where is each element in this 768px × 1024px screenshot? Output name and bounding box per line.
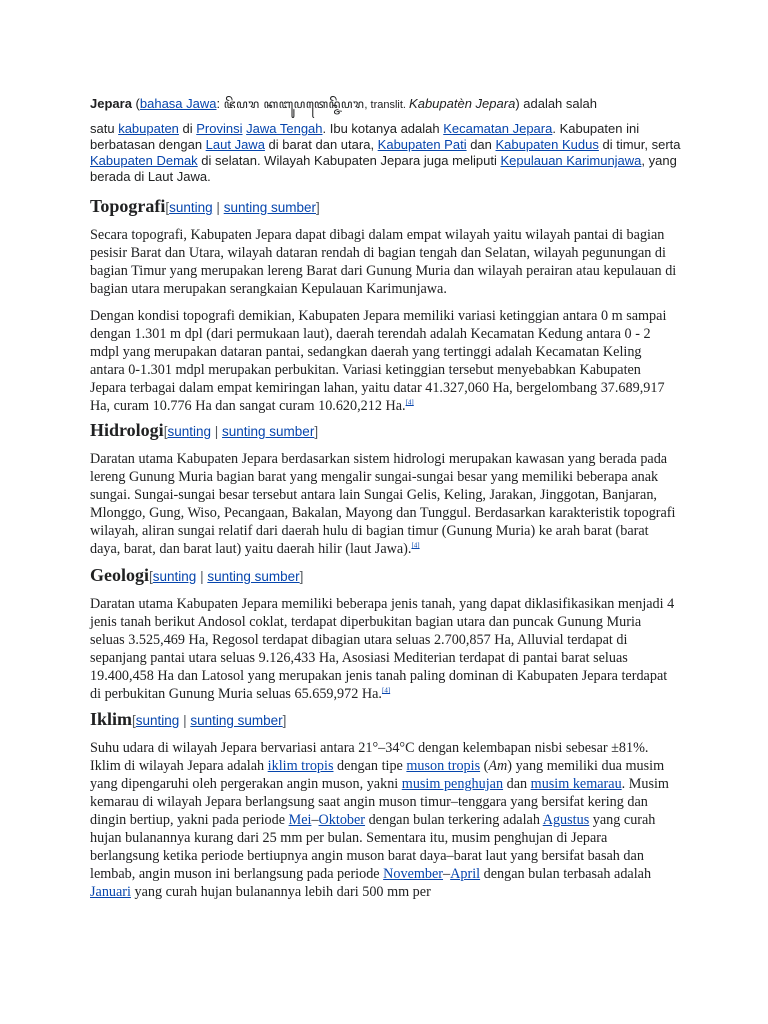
paragraph-text: dengan tipe <box>333 758 407 774</box>
section-topografi <box>90 194 678 415</box>
separator: | <box>211 424 223 439</box>
lead-text: di barat dan utara, <box>264 137 378 152</box>
link-musim-kemarau[interactable]: musim kemarau <box>530 776 622 792</box>
bracket: [ <box>132 713 136 728</box>
heading-geologi <box>90 563 678 589</box>
paragraph-text: Daratan utama Kabupaten Jepara memiliki beberapa jenis tanah, yang dapat diklasifikasikan menjadi 4 jenis tanah berikut Andosol coklat, terdapat diperbukitan bagian utara dan puncak Gunung Muria seluas 3.525,469 Ha, Regosol terdapat dibagian utara seluas 2.700,857 Ha, Alluvial terdapat di sepanjang pantai utara seluas 9.126,433 Ha, Asosiasi Mediterian terdapat di pantai barat seluas 19.400,458 Ha dan Latosol yang merupakan jenis tanah paling dominan di Kabupaten Jepara terdapat di perbukitan Gunung Muria seluas 65.659,972 Ha. <box>90 596 675 702</box>
climate-code: Am <box>488 758 508 774</box>
lead-text: . Kabupaten ini berbatasan dengan <box>90 121 640 152</box>
paragraph-text: – <box>311 812 319 828</box>
separator: | <box>179 713 191 728</box>
link-kabupaten[interactable]: kabupaten <box>118 121 179 136</box>
paragraph-text: dengan bulan terbasah adalah <box>480 866 652 882</box>
link-bahasa-jawa[interactable]: bahasa Jawa <box>139 96 217 111</box>
link-mei[interactable]: Mei <box>288 812 312 828</box>
lead-text: satu <box>90 121 119 136</box>
bracket: ] <box>316 200 320 215</box>
paragraph-text: – <box>443 866 451 882</box>
article-title: Jepara <box>90 96 132 111</box>
paragraph: Secara topografi, Kabupaten Jepara dapat dibagi dalam empat wilayah yaitu wilayah pantai di bagian pesisir Barat dan Utara, wilayah dataran rendah di bagian tengah dan Selatan, wilayah pegunungan di bagian Timur yang merupakan lereng Barat dari Gunung Muria dan wilayah perairan atau kepulauan di bagian utara merupakan serangkaian Kepulauan Karimunjawa. <box>90 227 677 297</box>
paragraph-text: yang curah hujan bulanannya lebih dari 500 mm per <box>130 884 431 900</box>
heading-hidrologi <box>90 418 678 444</box>
lead-text: di <box>178 121 197 136</box>
bracket: ] <box>314 424 319 439</box>
edit-source-link[interactable]: sunting sumber <box>222 424 315 439</box>
paragraph-text: Daratan utama Kabupaten Jepara berdasarkan sistem hidrologi merupakan kawasan yang berada pada lereng Gunung Muria bagian barat yang mengalir sungai-sungai besar yang memiliki beberapa anak sungai. Sungai-sungai besar tersebut antara lain Sungai Gelis, Keling, Jarakan, Jinggotan, Banjaran, Mlonggo, Gung, Wiso, Pecangaan, Bakalan, Mayong dan Tunggul. Berdasarkan karakteristik topografi wilayah, aliran sungai relatif dari daerah hulu di bagian timur (Gunung Muria) ke arah barat (barat daya, barat, dan barat laut) yaitu daerah hilir (laut Jawa). <box>90 451 676 557</box>
link-november[interactable]: November <box>383 866 444 882</box>
heading-text: Geologi <box>90 565 149 585</box>
link-oktober[interactable]: Oktober <box>318 812 366 828</box>
translit-value: Kabupatèn Jepara <box>409 96 516 111</box>
edit-link[interactable]: sunting <box>152 569 197 584</box>
edit-source-link[interactable]: sunting sumber <box>223 200 316 215</box>
paragraph-text: Dengan kondisi topografi demikian, Kabupaten Jepara memiliki variasi ketinggian antara 0 m sampai dengan 1.301 m dpl (dari permukaan laut), daerah terendah adalah Kecamatan Kedung antara 0 - 2 mdpl yang merupakan dataran pantai, sedangkan daerah yang tertinggi adalah Kecamatan Keling antara 0-1.301 mdpl merupakan perbukitan. Variasi ketinggian tersebut menyebabkan Kabupaten Jepara terbagai dalam empat kemiringan lahan, yaitu datar 41.327,060 Ha, bergelombang 37.689,917 Ha, curam 10.776 Ha dan sangat curam 10.620,212 Ha. <box>90 308 667 414</box>
separator: | <box>196 569 208 584</box>
link-laut-jawa[interactable]: Laut Jawa <box>205 137 265 152</box>
link-kepulauan-karimunjawa[interactable]: Kepulauan Karimunjawa <box>500 153 642 168</box>
paragraph <box>90 307 678 415</box>
edit-links <box>132 713 286 728</box>
edit-source-link[interactable]: sunting sumber <box>190 713 283 728</box>
link-april[interactable]: April <box>450 866 481 882</box>
link-iklim-tropis[interactable]: iklim tropis <box>267 758 334 774</box>
paragraph-text: dengan bulan terkering adalah <box>365 812 543 828</box>
paragraph <box>90 739 678 901</box>
paragraph-text: . Musim kemarau di wilayah Jepara berlangsung saat angin muson timur–tenggara yang bersifat kering dan dingin bertiup, yakni pada periode <box>90 776 669 828</box>
article-lead <box>90 96 690 185</box>
edit-link[interactable]: sunting <box>169 200 213 215</box>
bracket: [ <box>163 424 168 439</box>
link-muson-tropis[interactable]: muson tropis <box>406 758 481 774</box>
paragraph-text: ( <box>480 758 489 774</box>
section-hidrologi <box>90 418 678 558</box>
bracket: ] <box>282 713 287 728</box>
section-geologi <box>90 563 678 703</box>
paragraph-text: dan <box>503 776 531 792</box>
javanese-script: ꦗꦼꦥꦫ ꦏꦧꦸꦥꦠꦺꦤ꧀ꦗꦼꦥꦫ <box>223 97 365 111</box>
edit-links <box>164 424 318 439</box>
bracket: [ <box>149 569 153 584</box>
lead-paragraph <box>90 121 690 185</box>
heading-text: Iklim <box>90 709 133 729</box>
separator: | <box>212 200 224 215</box>
edit-links <box>165 200 319 215</box>
heading-topografi <box>90 194 678 220</box>
link-musim-penghujan[interactable]: musim penghujan <box>401 776 504 792</box>
link-januari[interactable]: Januari <box>90 884 131 900</box>
heading-text: Topografi <box>90 196 166 216</box>
link-kecamatan-jepara[interactable]: Kecamatan Jepara <box>443 121 553 136</box>
lead-line-1 <box>90 96 690 113</box>
paragraph <box>90 450 678 558</box>
link-provinsi[interactable]: Provinsi <box>196 121 243 136</box>
link-agustus[interactable]: Agustus <box>542 812 590 828</box>
lead-text: di selatan. Wilayah Kabupaten Jepara juga meliputi <box>197 153 501 168</box>
bracket: ] <box>299 569 304 584</box>
bracket: [ <box>165 200 170 215</box>
link-kabupaten-demak[interactable]: Kabupaten Demak <box>90 153 198 168</box>
edit-source-link[interactable]: sunting sumber <box>207 569 300 584</box>
heading-text: Hidrologi <box>90 420 164 440</box>
translit-label: , translit. <box>364 99 410 111</box>
edit-link[interactable]: sunting <box>135 713 180 728</box>
lead-text: ) adalah salah <box>515 96 597 111</box>
reference-link[interactable]: [4] <box>381 686 391 695</box>
lead-text: . Ibu kotanya adalah <box>322 121 444 136</box>
edit-link[interactable]: sunting <box>167 424 211 439</box>
paragraph-text: ) yang memiliki dua musim yang dipengaruhi oleh pergerakan angin muson, yakni <box>90 758 665 792</box>
lead-text: di timur, serta <box>598 137 681 152</box>
link-kabupaten-pati[interactable]: Kabupaten Pati <box>377 137 467 152</box>
reference-link[interactable]: [4] <box>405 398 414 407</box>
lead-text: dan <box>466 137 496 152</box>
lead-text: : <box>216 96 224 111</box>
paragraph-text: yang curah hujan bulanannya kurang dari 25 mm per bulan. Sementara itu, musim penghujan di Jepara berlangsung ketika periode bertiupnya angin muson barat daya–barat laut yang bersifat basah dan lembab, angin muson ini berlangsung pada periode <box>90 812 656 882</box>
paragraph-text: Suhu udara di wilayah Jepara bervariasi antara 21°–34°C dengan kelembapan nisbi sebesar ±81%. Iklim di wilayah Jepara adalah <box>90 740 649 774</box>
heading-iklim <box>90 707 678 733</box>
edit-links <box>149 569 303 584</box>
link-jawa-tengah[interactable]: Jawa Tengah <box>246 121 323 136</box>
lead-text: , yang berada di Laut Jawa. <box>90 153 677 184</box>
paragraph <box>90 595 678 703</box>
reference-link[interactable]: [4] <box>411 541 420 550</box>
section-iklim <box>90 707 678 901</box>
lead-text: ( <box>131 96 140 111</box>
link-kabupaten-kudus[interactable]: Kabupaten Kudus <box>495 137 599 152</box>
